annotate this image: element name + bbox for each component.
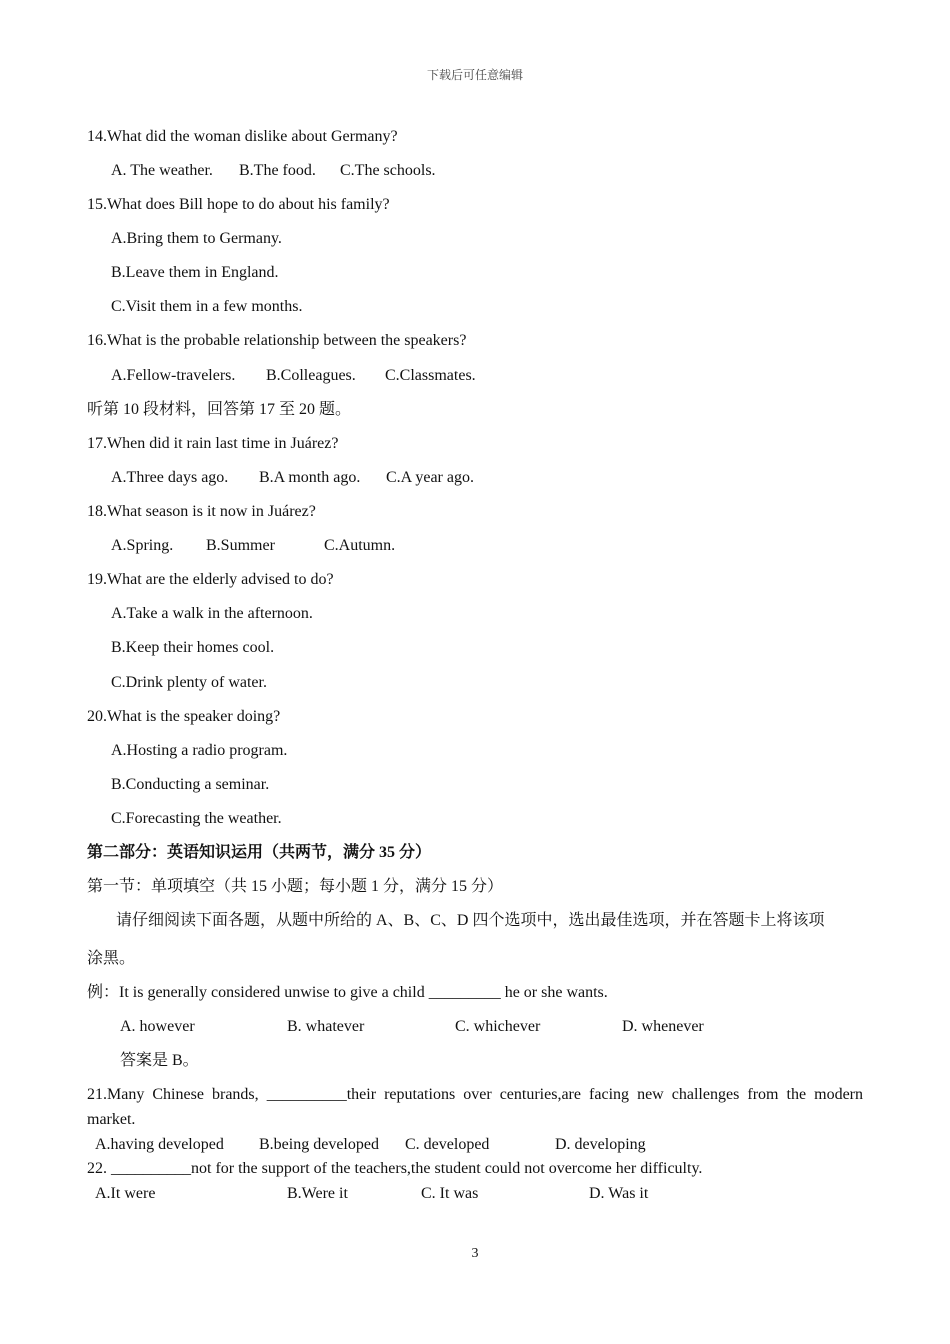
question-17-stem: 17.When did it rain last time in Juárez? <box>87 435 339 452</box>
question-22-stem: 22. __________not for the support of the teachers,the student could not overcome her difficulty. <box>87 1160 703 1177</box>
question-21-stem-line-1: 21.Many Chinese brands, __________their reputations over centuries,are facing new challenges from the modern <box>87 1086 863 1103</box>
question-22-option-a: A.It were <box>95 1185 156 1202</box>
question-17-option-a: A.Three days ago. <box>111 469 229 486</box>
example-option-b: B. whatever <box>287 1018 365 1035</box>
page-header: 下载后可任意编辑 <box>426 68 523 82</box>
example-stem: 例：It is generally considered unwise to give a child _________ he or she wants. <box>87 984 608 1001</box>
question-19-option-a: A.Take a walk in the afternoon. <box>111 605 313 622</box>
question-16-option-b: B.Colleagues. <box>266 367 356 384</box>
example-option-c: C. whichever <box>455 1018 541 1035</box>
question-18-stem: 18.What season is it now in Juárez? <box>87 503 316 520</box>
question-14-stem: 14.What did the woman dislike about Germany? <box>87 128 398 145</box>
part-2-title: 第二部分：英语知识运用（共两节，满分 35 分） <box>87 844 432 861</box>
question-20-option-b: B.Conducting a seminar. <box>111 776 270 793</box>
question-20-stem: 20.What is the speaker doing? <box>87 708 281 725</box>
question-16-stem: 16.What is the probable relationship between the speakers? <box>87 332 467 349</box>
question-15-option-b: B.Leave them in England. <box>111 264 279 281</box>
question-21-stem-line-2: market. <box>87 1111 136 1128</box>
example-answer: 答案是 B。 <box>120 1052 199 1069</box>
question-16-option-c: C.Classmates. <box>385 367 476 384</box>
question-19-option-b: B.Keep their homes cool. <box>111 639 275 656</box>
question-15-stem: 15.What does Bill hope to do about his family? <box>87 196 390 213</box>
page-number: 3 <box>471 1246 479 1261</box>
question-14-option-b: B.The food. <box>239 162 316 179</box>
part-2-section-1-title: 第一节：单项填空（共 15 小题；每小题 1 分，满分 15 分） <box>87 878 504 895</box>
question-16-option-a: A.Fellow-travelers. <box>111 367 236 384</box>
question-22-option-d: D. Was it <box>589 1185 649 1202</box>
question-14-option-c: C.The schools. <box>340 162 436 179</box>
question-18-option-a: A.Spring. <box>111 537 174 554</box>
question-21-option-c: C. developed <box>405 1136 490 1153</box>
question-22-option-b: B.Were it <box>287 1185 348 1202</box>
question-18-option-b: B.Summer <box>206 537 275 554</box>
question-22-option-c: C. It was <box>421 1185 479 1202</box>
question-21-option-a: A.having developed <box>95 1136 224 1153</box>
question-15-option-a: A.Bring them to Germany. <box>111 230 282 247</box>
question-18-option-c: C.Autumn. <box>324 537 396 554</box>
listening-section-10-instruction: 听第 10 段材料，回答第 17 至 20 题。 <box>87 401 352 418</box>
example-option-d: D. whenever <box>622 1018 704 1035</box>
instruction-line-2: 涂黑。 <box>87 950 136 967</box>
question-17-option-c: C.A year ago. <box>386 469 474 486</box>
question-20-option-c: C.Forecasting the weather. <box>111 810 282 827</box>
question-19-option-c: C.Drink plenty of water. <box>111 674 267 691</box>
question-21-option-d: D. developing <box>555 1136 646 1153</box>
instruction-line-1: 请仔细阅读下面各题，从题中所给的 A、B、C、D 四个选项中，选出最佳选项，并在答题卡上将该项 <box>116 912 825 929</box>
example-option-a: A. however <box>120 1018 195 1035</box>
question-14-option-a: A. The weather. <box>111 162 213 179</box>
question-21-option-b: B.being developed <box>259 1136 379 1153</box>
question-20-option-a: A.Hosting a radio program. <box>111 742 288 759</box>
question-15-option-c: C.Visit them in a few months. <box>111 298 303 315</box>
question-17-option-b: B.A month ago. <box>259 469 361 486</box>
question-19-stem: 19.What are the elderly advised to do? <box>87 571 334 588</box>
